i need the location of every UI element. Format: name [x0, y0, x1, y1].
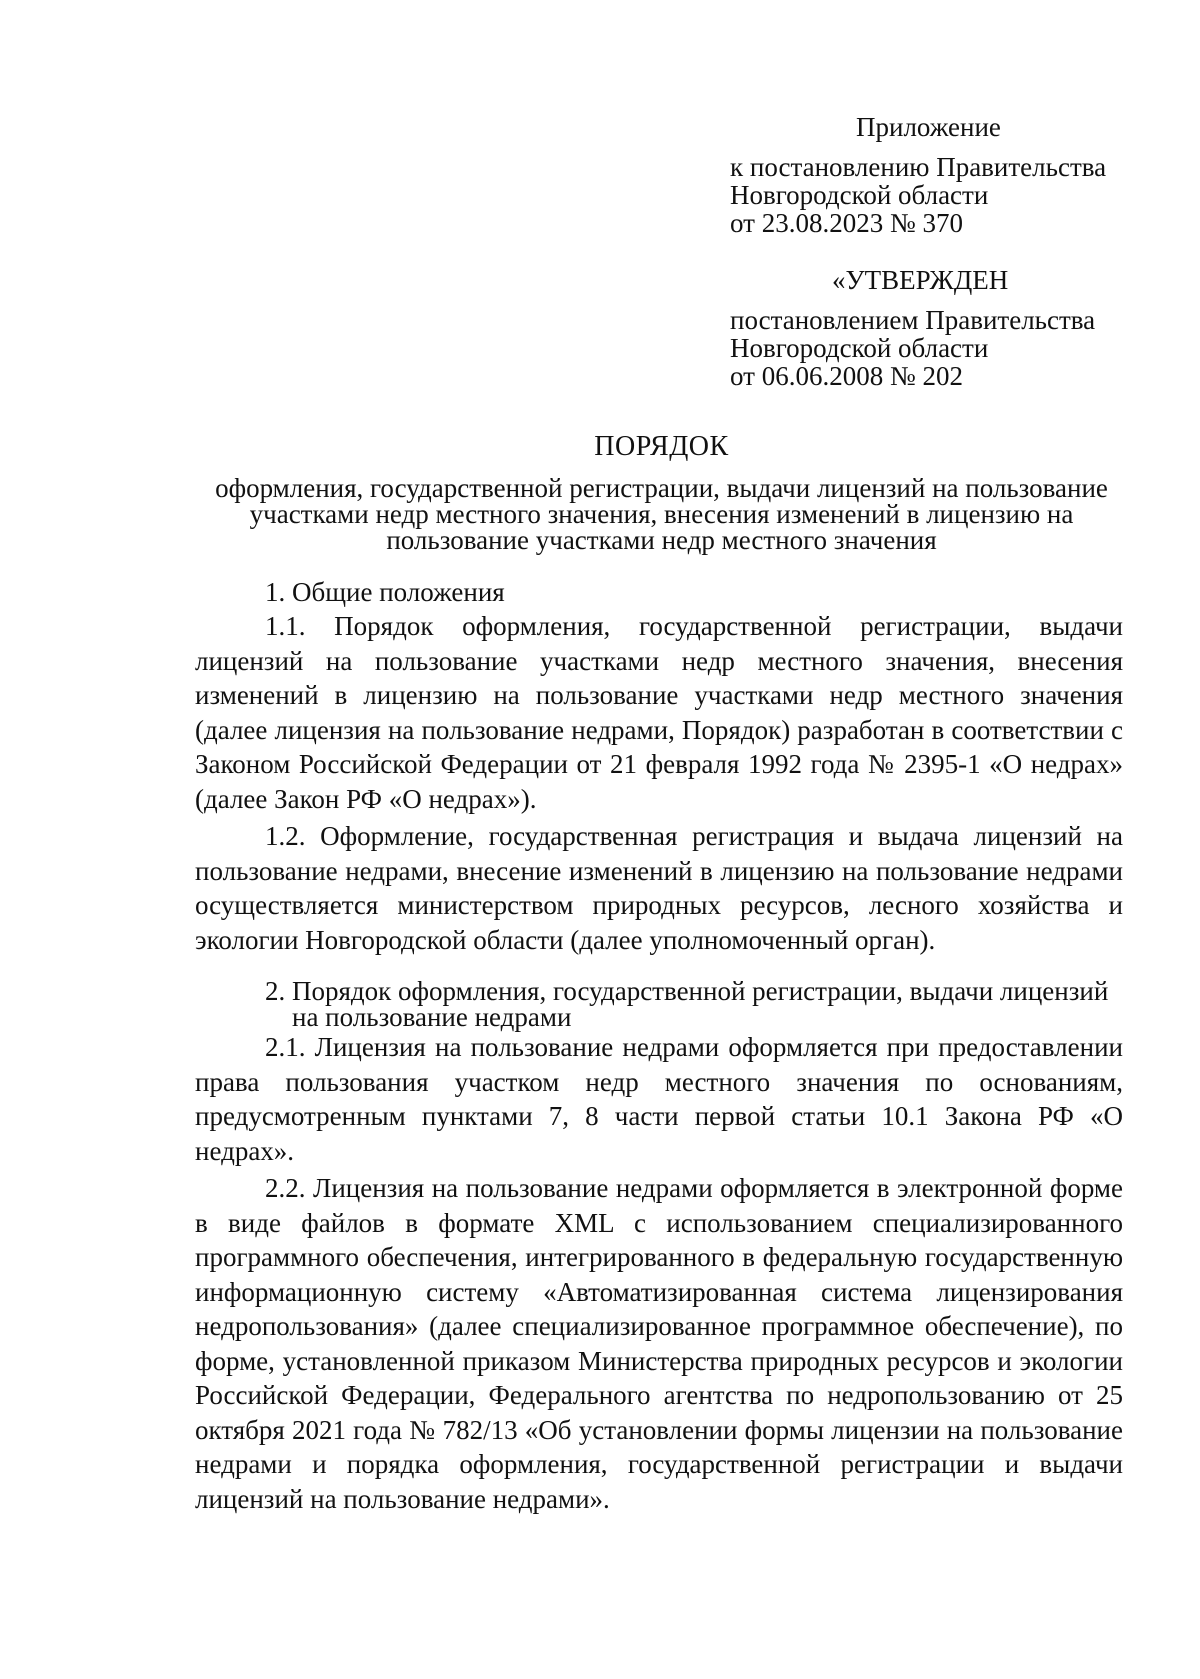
document-body: [195, 575, 1123, 1516]
document-title: ПОРЯДОК: [594, 431, 729, 462]
subtitle-line-1: оформления, государственной регистрации, выдачи лицензий на пользование: [215, 473, 1108, 503]
section-2-heading-line-2: на пользование недрами: [292, 1002, 572, 1032]
paragraph-1-2: 1.2. Оформление, государственная регистрация и выдача лицензий на пользование недрами, внесение изменений в лицензию на пользование недрами осуществляется министерством природных ресурсов, лесного хозяйства и экологии Новгородской области (далее уполномоченный орган).: [195, 821, 1123, 955]
subtitle-line-3: пользование участками недр местного значения: [386, 525, 937, 555]
annex-line-3: от 23.08.2023 № 370: [730, 208, 963, 238]
annex-line-2: Новгородской области: [730, 180, 989, 210]
approval-line-3: от 06.06.2008 № 202: [730, 361, 963, 391]
paragraph-2-1: 2.1. Лицензия на пользование недрами оформляется при предоставлении права пользования участком недр местного значения по основаниям, предусмотренным пунктами 7, 8 части первой статьи 10.1 Закона РФ «О недрах».: [195, 1032, 1123, 1166]
section-2-heading-line-1: 2. Порядок оформления, государственной регистрации, выдачи лицензий: [265, 976, 1109, 1006]
subtitle-line-2: участками недр местного значения, внесения изменений в лицензию на: [249, 499, 1074, 529]
document-subtitle: [195, 475, 1128, 553]
approval-heading: «УТВЕРЖДЕН: [832, 265, 1009, 295]
annex-heading: Приложение: [856, 112, 1001, 142]
approval-line-1: постановлением Правительства: [730, 305, 1096, 335]
section-1-heading: 1. Общие положения: [265, 577, 505, 607]
approval-block: [730, 265, 1150, 390]
annex-block: [730, 112, 1150, 237]
paragraph-1-1: 1.1. Порядок оформления, государственной регистрации, выдачи лицензий на пользование участками недр местного значения, внесения изменений в лицензию на пользование участками недр местного значения (далее лицензия на пользование недрами, Порядок) разработан в соответствии с Законом Российской Федерации от 21 февраля 1992 года № 2395-1 «О недрах» (далее Закон РФ «О недрах»).: [195, 611, 1123, 814]
section-2-heading: [195, 978, 1123, 1030]
annex-line-1: к постановлению Правительства: [730, 152, 1107, 182]
approval-line-2: Новгородской области: [730, 333, 989, 363]
paragraph-2-2: 2.2. Лицензия на пользование недрами оформляется в электронной форме в виде файлов в формате XML с использованием специализированного программного обеспечения, интегрированного в федеральную государственную информационную систему «Автоматизированная система лицензирования недропользования» (далее специализированное программное обеспечение), по форме, установленной приказом Министерства природных ресурсов и экологии Российской Федерации, Федерального агентства по недропользованию от 25 октября 2021 года № 782/13 «Об установлении формы лицензии на пользование недрами и порядка оформления, государственной регистрации и выдачи лицензий на пользование недрами».: [195, 1173, 1123, 1514]
